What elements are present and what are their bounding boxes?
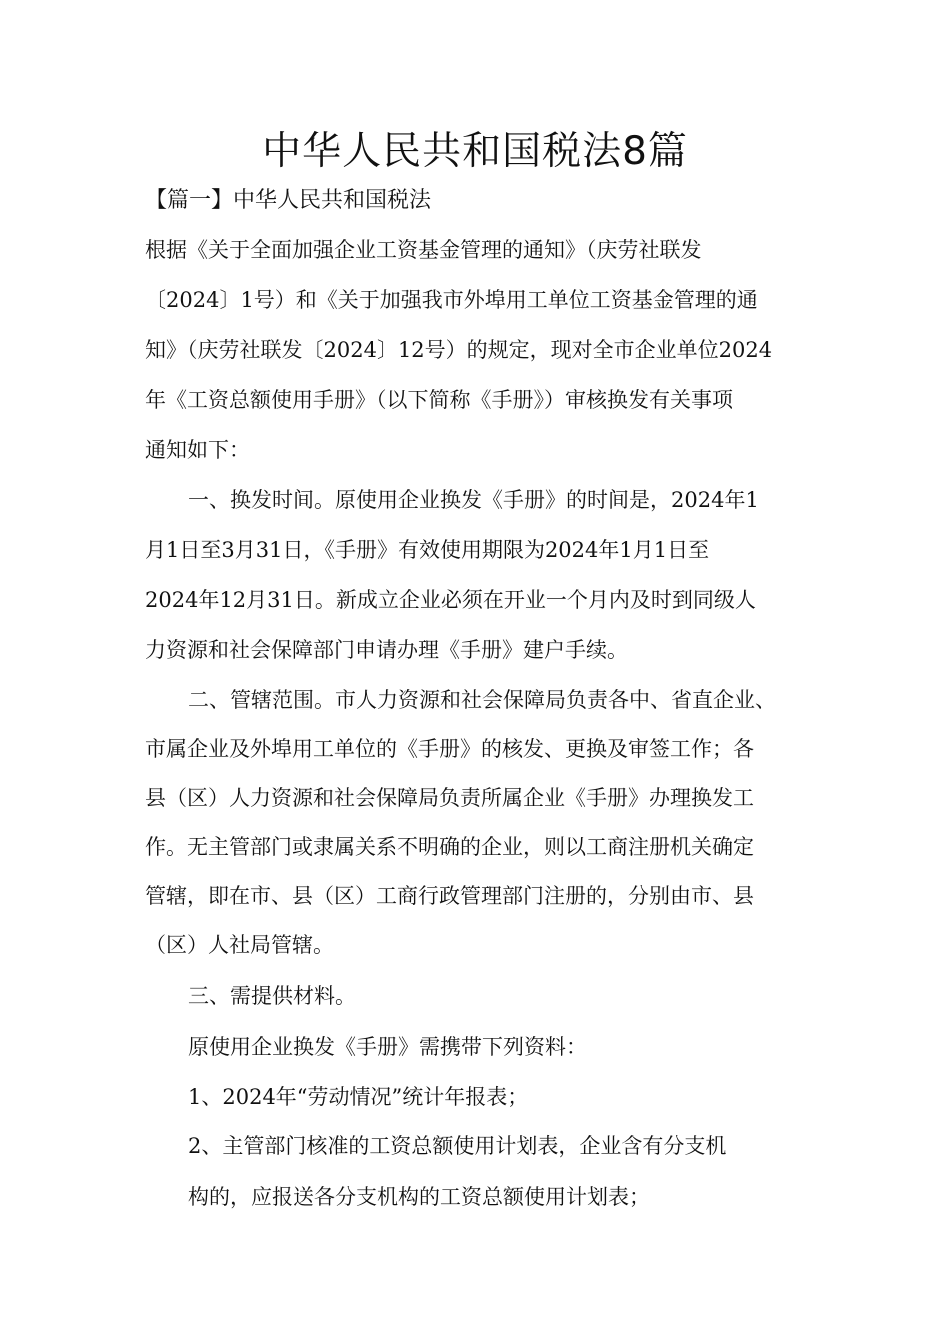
paragraph-line: 根据《关于全面加强企业工资基金管理的通知》（庆劳社联发 (145, 238, 702, 262)
document-title: 中华人民共和国税法8篇 (262, 129, 688, 174)
paragraph-line: 县（区）人力资源和社会保障局负责所属企业《手册》办理换发工 (145, 786, 754, 810)
paragraph-line: 年《工资总额使用手册》（以下简称《手册》）审核换发有关事项 (145, 388, 733, 412)
paragraph-line: 三、需提供材料。 (188, 984, 356, 1008)
paragraph-line: 构的，应报送各分支机构的工资总额使用计划表； (188, 1185, 650, 1209)
paragraph-line: 2024年12月31日。新成立企业必须在开业一个月内及时到同级人 (145, 588, 756, 612)
paragraph-line: 知》（庆劳社联发〔2024〕12号）的规定，现对全市企业单位2024 (145, 338, 773, 362)
paragraph-line: 一、换发时间。原使用企业换发《手册》的时间是，2024年1 (188, 488, 759, 512)
paragraph-line: 力资源和社会保障部门申请办理《手册》建户手续。 (145, 638, 628, 662)
section-heading: 【篇一】中华人民共和国税法 (145, 188, 432, 213)
paragraph-line: 二、管辖范围。市人力资源和社会保障局负责各中、省直企业、 (188, 688, 776, 712)
paragraph-line: 2、主管部门核准的工资总额使用计划表，企业含有分支机 (188, 1134, 727, 1158)
paragraph-line: （区）人社局管辖。 (145, 933, 334, 957)
paragraph-line: 作。无主管部门或隶属关系不明确的企业，则以工商注册机关确定 (145, 835, 754, 859)
paragraph-line: 1、2024年“劳动情况”统计年报表； (188, 1085, 529, 1109)
paragraph-line: 管辖，即在市、县（区）工商行政管理部门注册的，分别由市、县 (145, 884, 754, 908)
paragraph-line: 市属企业及外埠用工单位的《手册》的核发、更换及审签工作；各 (145, 737, 754, 761)
paragraph-line: 月1日至3月31日，《手册》有效使用期限为2024年1月1日至 (145, 538, 710, 562)
paragraph-line: 〔2024〕1号）和《关于加强我市外埠用工单位工资基金管理的通 (145, 288, 758, 312)
paragraph-line: 通知如下： (145, 438, 250, 462)
paragraph-line: 原使用企业换发《手册》需携带下列资料： (188, 1035, 587, 1059)
